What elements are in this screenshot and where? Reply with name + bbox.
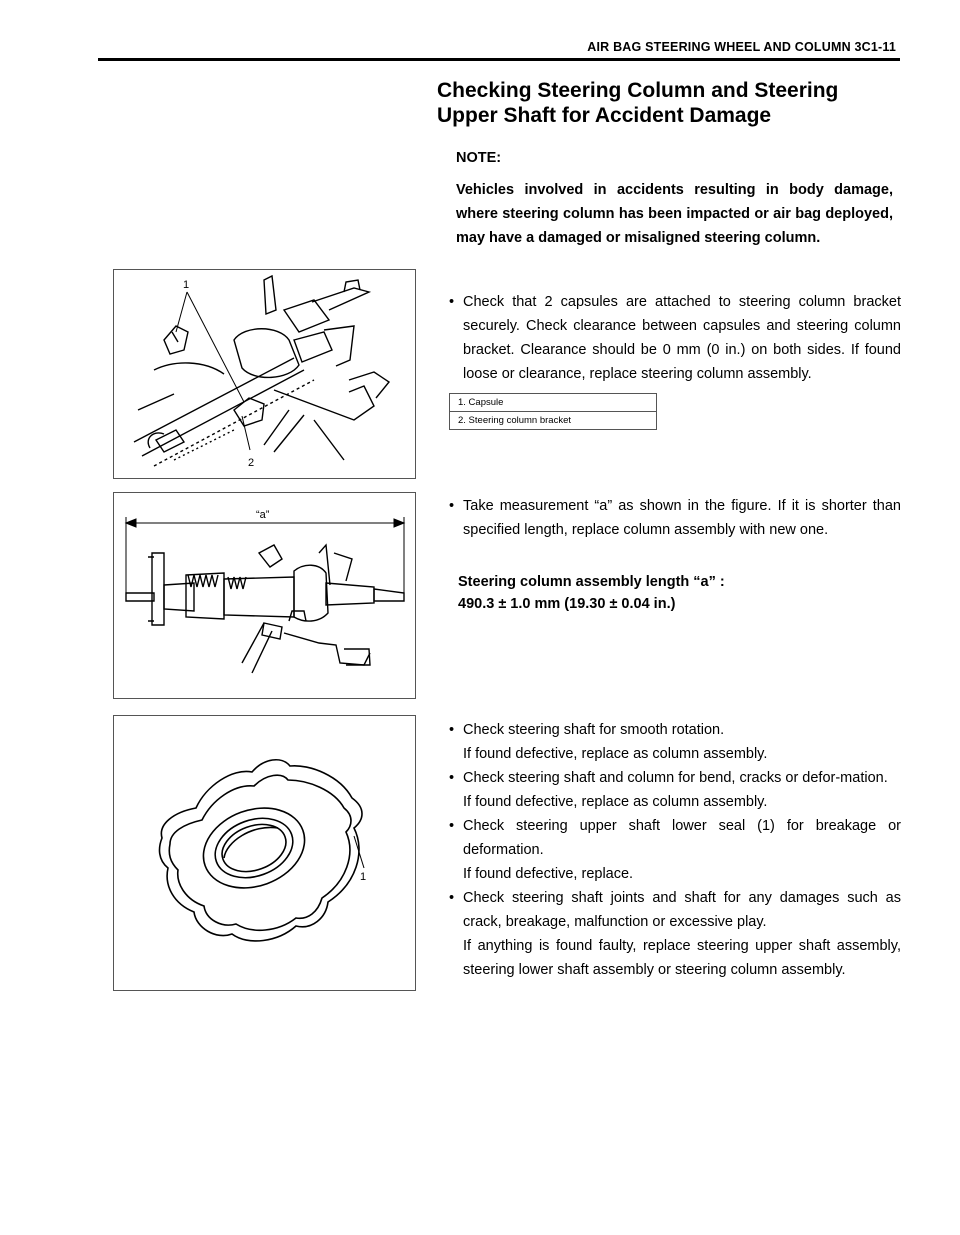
callout-1: 1	[360, 871, 367, 883]
check-text: Check steering shaft joints and shaft for any damages such as crack, breakage, malfunction or excessive play.	[463, 890, 901, 930]
column-length-illustration	[114, 493, 415, 698]
note-text: Vehicles involved in accidents resulting in body damage, where steering column has been impacted or air bag deployed, may have a damaged or misaligned steering column.	[456, 182, 893, 246]
lower-seal-illustration	[114, 716, 415, 990]
list-item	[449, 718, 901, 766]
header-title: AIR BAG STEERING WHEEL AND COLUMN 3C1-11	[587, 40, 896, 54]
list-item	[449, 290, 901, 386]
legend-item-1: 1. Capsule	[450, 394, 657, 412]
capsule-illustration	[114, 270, 415, 478]
spec-block	[458, 571, 878, 615]
check-text: Check steering shaft and column for bend, cracks or defor-mation.	[463, 770, 888, 786]
note-label: NOTE:	[456, 150, 502, 166]
section-title-line2: Upper Shaft for Accident Damage	[437, 104, 772, 127]
list-item	[449, 494, 901, 542]
figure-lower-seal	[113, 715, 416, 991]
spec-label: Steering column assembly length “a” :	[458, 574, 725, 590]
callout-1: 1	[183, 279, 190, 291]
inspection-checklist	[449, 718, 901, 982]
check-action: If found defective, replace as column assembly.	[463, 794, 768, 810]
header-rule	[98, 58, 900, 61]
legend-item-2: 2. Steering column bracket	[450, 412, 657, 430]
list-item	[449, 814, 901, 886]
legend-row	[450, 394, 657, 412]
capsule-check-list	[449, 290, 901, 386]
callout-2: 2	[248, 457, 255, 469]
note-block	[456, 146, 893, 250]
check-text: Check steering shaft for smooth rotation.	[463, 722, 725, 738]
figure-legend	[449, 393, 657, 430]
measurement-text: Take measurement “a” as shown in the figure. If it is shorter than specified length, replace column assembly with new one.	[463, 498, 901, 538]
section-title-line1: Checking Steering Column and Steering	[437, 79, 839, 102]
check-action: If anything is found faulty, replace steering upper shaft assembly, steering lower shaft assembly or steering column assembly.	[463, 938, 901, 978]
measurement-list	[449, 494, 901, 542]
capsule-check-text: Check that 2 capsules are attached to steering column bracket securely. Check clearance between capsules and steering column bracket. Clearance should be 0 mm (0 in.) on both sides. If found loose or clearance, replace steering column assembly.	[463, 294, 901, 382]
section-title	[437, 78, 907, 128]
figure-capsules	[113, 269, 416, 479]
figure-column-length	[113, 492, 416, 699]
list-item	[449, 766, 901, 814]
check-action: If found defective, replace.	[463, 866, 634, 882]
check-text: Check steering upper shaft lower seal (1) for breakage or deformation.	[463, 818, 901, 858]
check-action: If found defective, replace as column assembly.	[463, 746, 768, 762]
dimension-label: “a”	[256, 509, 270, 521]
list-item	[449, 886, 901, 982]
spec-value: 490.3 ± 1.0 mm (19.30 ± 0.04 in.)	[458, 596, 676, 612]
legend-row	[450, 412, 657, 430]
